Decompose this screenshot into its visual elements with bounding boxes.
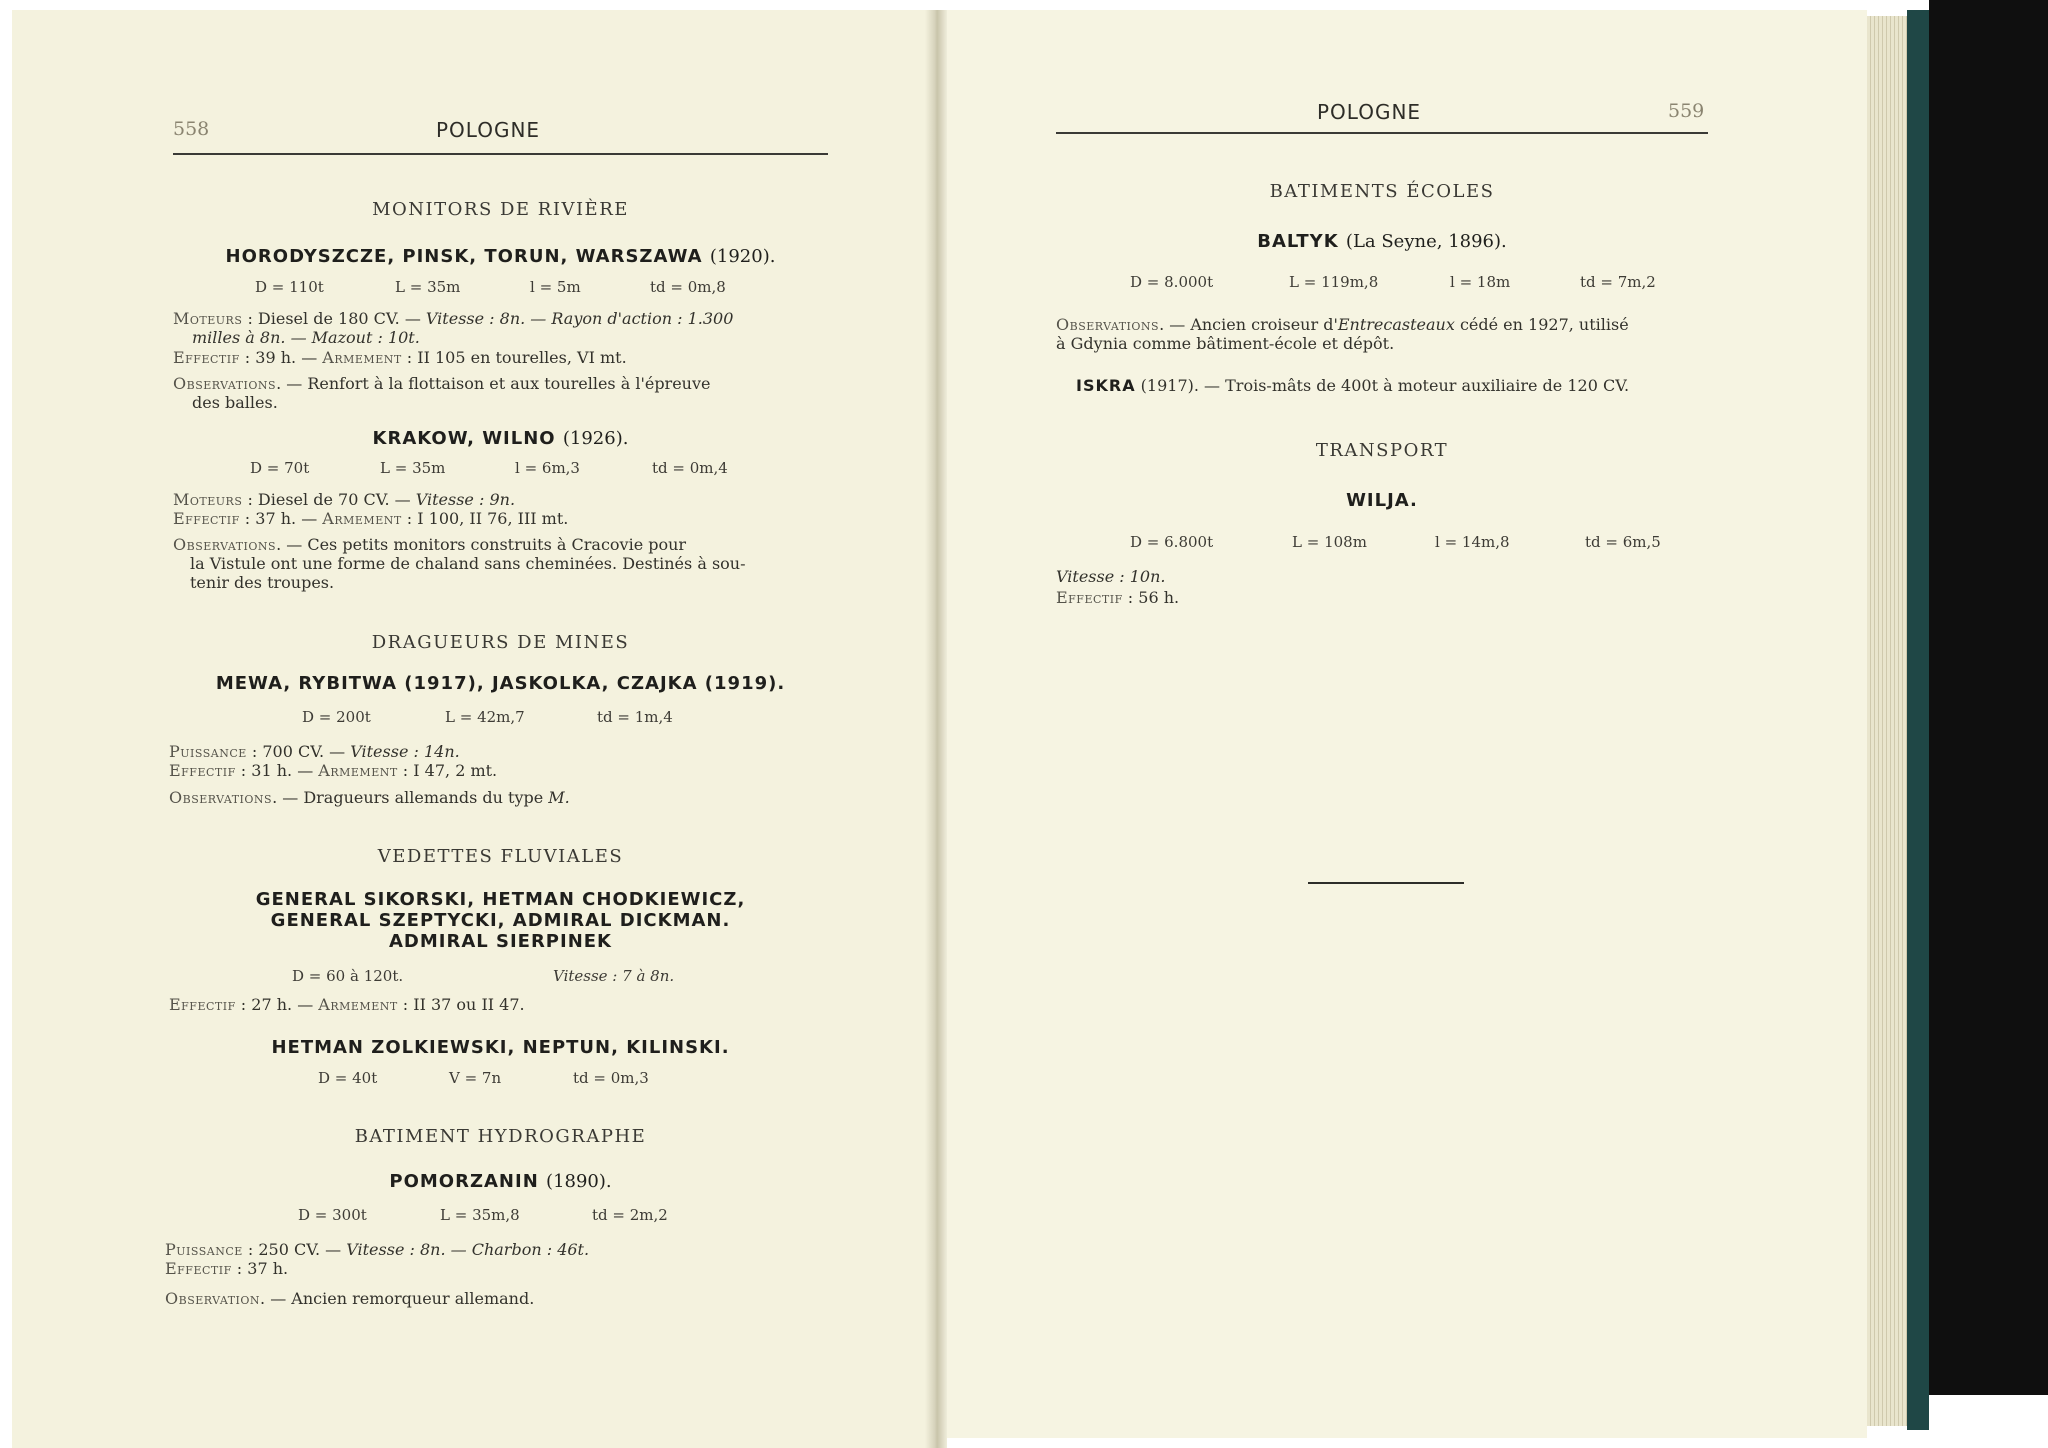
armement-text: : II 37 ou II 47. bbox=[397, 995, 525, 1014]
effectif-krakow bbox=[173, 509, 833, 528]
stat-displacement: D = 60 à 120t. bbox=[292, 967, 404, 985]
obs-type: M. bbox=[548, 788, 570, 807]
stat-draught: td = 0m,4 bbox=[652, 459, 728, 477]
stat-length: L = 35m,8 bbox=[440, 1206, 520, 1224]
ship-names-baltyk bbox=[1056, 231, 1708, 253]
label-effectif: Effectif bbox=[165, 1259, 232, 1278]
label-effectif: Effectif bbox=[173, 348, 240, 367]
ship-names: POMORZANIN bbox=[389, 1171, 539, 1192]
stat-beam: l = 18m bbox=[1450, 273, 1511, 291]
section-title-hydrographe: BATIMENT HYDROGRAPHE bbox=[354, 1126, 647, 1147]
stat-displacement: D = 6.800t bbox=[1130, 533, 1214, 551]
scan-background bbox=[1929, 0, 2048, 1448]
obs-mewa bbox=[169, 788, 834, 807]
left-page-number: 558 bbox=[173, 118, 210, 140]
stats-wilja bbox=[0, 533, 1900, 553]
iskra-text: (1917). — Trois-mâts de 400t à moteur auxiliaire de 120 CV. bbox=[1140, 376, 1630, 395]
stats-zolkiewski bbox=[0, 1069, 900, 1089]
moteurs-cont-horodyszcze: milles à 8n. — Mazout : 10t. bbox=[192, 328, 420, 347]
label-armement: Armement bbox=[322, 509, 402, 528]
vitesse-text: Vitesse : 9n. bbox=[415, 490, 516, 509]
stat-speed: V = 7n bbox=[449, 1069, 502, 1087]
stat-displacement: D = 110t bbox=[255, 278, 324, 296]
stats-pomorzanin bbox=[0, 1206, 900, 1226]
left-page bbox=[12, 10, 937, 1448]
stat-displacement: D = 200t bbox=[302, 708, 371, 726]
effectif-text: : 31 h. — bbox=[235, 761, 319, 780]
ship-names: HORODYSZCZE, PINSK, TORUN, WARSZAWA bbox=[225, 246, 703, 267]
ship-year: (La Seyne, 1896). bbox=[1345, 231, 1507, 252]
label-puissance: Puissance bbox=[165, 1240, 243, 1259]
obs-ship: Entrecasteaux bbox=[1337, 315, 1455, 334]
puissance-mewa bbox=[169, 742, 834, 761]
effectif-horodyszcze bbox=[173, 348, 833, 367]
label-armement: Armement bbox=[318, 995, 398, 1014]
moteurs-text: : Diesel de 70 CV. — bbox=[242, 490, 416, 509]
section-title-transport: TRANSPORT bbox=[1315, 440, 1449, 461]
obs-cont1-krakow: la Vistule ont une forme de chaland sans cheminées. Destinés à sou- bbox=[190, 554, 746, 573]
ship-names-mewa: MEWA, RYBITWA (1917), JASKOLKA, CZAJKA (1919). bbox=[215, 673, 786, 694]
ship-names: BALTYK bbox=[1257, 231, 1339, 252]
stat-beam: l = 14m,8 bbox=[1435, 533, 1510, 551]
ship-year: (1920). bbox=[709, 246, 776, 267]
ship-names-krakow bbox=[173, 428, 828, 450]
vitesse-text: Vitesse : 8n. — Rayon d'action : 1.300 bbox=[425, 309, 734, 328]
ship-names-wilja: WILJA. bbox=[1346, 490, 1418, 511]
obs-text: . — Renfort à la flottaison et aux tourelles à l'épreuve bbox=[276, 374, 711, 393]
ship-names-horodyszcze bbox=[173, 246, 828, 268]
obs-text: . — Dragueurs allemands du type bbox=[272, 788, 549, 807]
section-title-vedettes: VEDETTES FLUVIALES bbox=[377, 846, 624, 867]
stat-draught: td = 1m,4 bbox=[597, 708, 673, 726]
book-gutter bbox=[925, 10, 947, 1448]
ship-names-iskra: ISKRA bbox=[1076, 376, 1136, 395]
armement-text: : II 105 en tourelles, VI mt. bbox=[401, 348, 627, 367]
label-observations: Observations bbox=[173, 374, 277, 393]
ship-year: (1926). bbox=[562, 428, 629, 449]
end-rule bbox=[1308, 882, 1464, 884]
left-header-rule bbox=[173, 153, 828, 155]
ship-names-zolkiewski: HETMAN ZOLKIEWSKI, NEPTUN, KILINSKI. bbox=[271, 1037, 730, 1058]
ship-names-vedettes-3: ADMIRAL SIERPINEK bbox=[388, 931, 613, 952]
effectif-pomorzanin bbox=[165, 1259, 835, 1278]
label-puissance: Puissance bbox=[169, 742, 247, 761]
effectif-text: : 37 h. bbox=[231, 1259, 289, 1278]
right-running-head: POLOGNE bbox=[1317, 100, 1422, 124]
stat-beam: l = 6m,3 bbox=[515, 459, 580, 477]
armement-text: : I 47, 2 mt. bbox=[397, 761, 498, 780]
stat-length: L = 108m bbox=[1292, 533, 1367, 551]
effectif-text: : 27 h. — bbox=[235, 995, 319, 1014]
label-moteurs: Moteurs bbox=[173, 490, 243, 509]
label-effectif: Effectif bbox=[1056, 588, 1123, 607]
puissance-text: : 700 CV. — bbox=[246, 742, 351, 761]
right-header-rule bbox=[1056, 132, 1708, 134]
label-armement: Armement bbox=[322, 348, 402, 367]
effectif-mewa bbox=[169, 761, 834, 780]
moteurs-horodyszcze bbox=[173, 309, 833, 328]
section-title-monitors: MONITORS DE RIVIÈRE bbox=[372, 199, 629, 220]
stat-displacement: D = 300t bbox=[298, 1206, 367, 1224]
moteurs-krakow bbox=[173, 490, 833, 509]
stats-vedettes bbox=[0, 967, 900, 987]
moteurs-text: : Diesel de 180 CV. — bbox=[242, 309, 426, 328]
book-cover bbox=[1907, 10, 1929, 1430]
label-effectif: Effectif bbox=[169, 761, 236, 780]
ship-names: KRAKOW, WILNO bbox=[372, 428, 556, 449]
ship-names-vedettes-2: GENERAL SZEPTYCKI, ADMIRAL DICKMAN. bbox=[270, 910, 731, 931]
stat-length: L = 35m bbox=[395, 278, 461, 296]
right-page-number: 559 bbox=[1668, 100, 1705, 122]
vitesse-wilja: Vitesse : 10n. bbox=[1056, 567, 1166, 586]
stat-displacement: D = 40t bbox=[318, 1069, 378, 1087]
section-title-ecoles: BATIMENTS ÉCOLES bbox=[1269, 181, 1495, 202]
stat-draught: td = 2m,2 bbox=[592, 1206, 668, 1224]
page-edges bbox=[1867, 16, 1907, 1426]
stat-draught: td = 6m,5 bbox=[1585, 533, 1661, 551]
right-page bbox=[947, 10, 1867, 1438]
obs-cont-baltyk: à Gdynia comme bâtiment-école et dépôt. bbox=[1056, 334, 1395, 353]
label-moteurs: Moteurs bbox=[173, 309, 243, 328]
effectif-text: : 37 h. — bbox=[239, 509, 323, 528]
ship-names-vedettes-1: GENERAL SIKORSKI, HETMAN CHODKIEWICZ, bbox=[255, 889, 746, 910]
stat-length: L = 119m,8 bbox=[1289, 273, 1379, 291]
stat-length: L = 35m bbox=[380, 459, 446, 477]
stats-krakow bbox=[0, 459, 900, 479]
label-observations: Observations bbox=[169, 788, 273, 807]
scan-border bbox=[0, 0, 2048, 10]
vitesse-text: Vitesse : 8n. — Charbon : 46t. bbox=[346, 1240, 590, 1259]
effectif-vedettes bbox=[169, 995, 834, 1014]
obs-cont-horodyszcze: des balles. bbox=[192, 393, 278, 412]
scan-border-bottom bbox=[1929, 1395, 2048, 1448]
armement-text: : I 100, II 76, III mt. bbox=[401, 509, 569, 528]
label-observations: Observations bbox=[173, 535, 277, 554]
stat-draught: td = 7m,2 bbox=[1580, 273, 1656, 291]
stats-mewa bbox=[0, 708, 900, 728]
obs-rest: cédé en 1927, utilisé bbox=[1454, 315, 1629, 334]
obs-horodyszcze bbox=[173, 374, 833, 393]
obs-text: . — Ancien remorqueur allemand. bbox=[260, 1289, 535, 1308]
obs-baltyk bbox=[1056, 315, 1716, 334]
ship-year: (1890). bbox=[546, 1171, 612, 1192]
effectif-wilja bbox=[1056, 588, 1716, 607]
stat-draught: td = 0m,8 bbox=[650, 278, 726, 296]
iskra-entry bbox=[1076, 376, 1716, 395]
obs-text: . — Ancien croiseur d' bbox=[1159, 315, 1338, 334]
label-observation: Observation bbox=[165, 1289, 261, 1308]
stats-baltyk bbox=[0, 273, 1900, 293]
effectif-text: : 39 h. — bbox=[239, 348, 323, 367]
section-title-dragueurs: DRAGUEURS DE MINES bbox=[371, 632, 630, 653]
puissance-pomorzanin bbox=[165, 1240, 835, 1259]
stat-draught: td = 0m,3 bbox=[573, 1069, 649, 1087]
ship-names-pomorzanin bbox=[173, 1171, 828, 1193]
label-observations: Observations bbox=[1056, 315, 1160, 334]
vitesse-text: Vitesse : 14n. bbox=[350, 742, 460, 761]
stat-displacement: D = 8.000t bbox=[1130, 273, 1214, 291]
obs-text: . — Ces petits monitors construits à Cracovie pour bbox=[276, 535, 687, 554]
label-armement: Armement bbox=[318, 761, 398, 780]
stat-beam: l = 5m bbox=[530, 278, 581, 296]
stat-speed: Vitesse : 7 à 8n. bbox=[553, 967, 675, 985]
obs-cont2-krakow: tenir des troupes. bbox=[190, 573, 335, 592]
stat-length: L = 42m,7 bbox=[445, 708, 525, 726]
left-running-head: POLOGNE bbox=[436, 118, 541, 142]
label-effectif: Effectif bbox=[169, 995, 236, 1014]
label-effectif: Effectif bbox=[173, 509, 240, 528]
puissance-text: : 250 CV. — bbox=[242, 1240, 347, 1259]
stat-displacement: D = 70t bbox=[250, 459, 310, 477]
effectif-text: : 56 h. bbox=[1122, 588, 1180, 607]
obs-pomorzanin bbox=[165, 1289, 835, 1308]
